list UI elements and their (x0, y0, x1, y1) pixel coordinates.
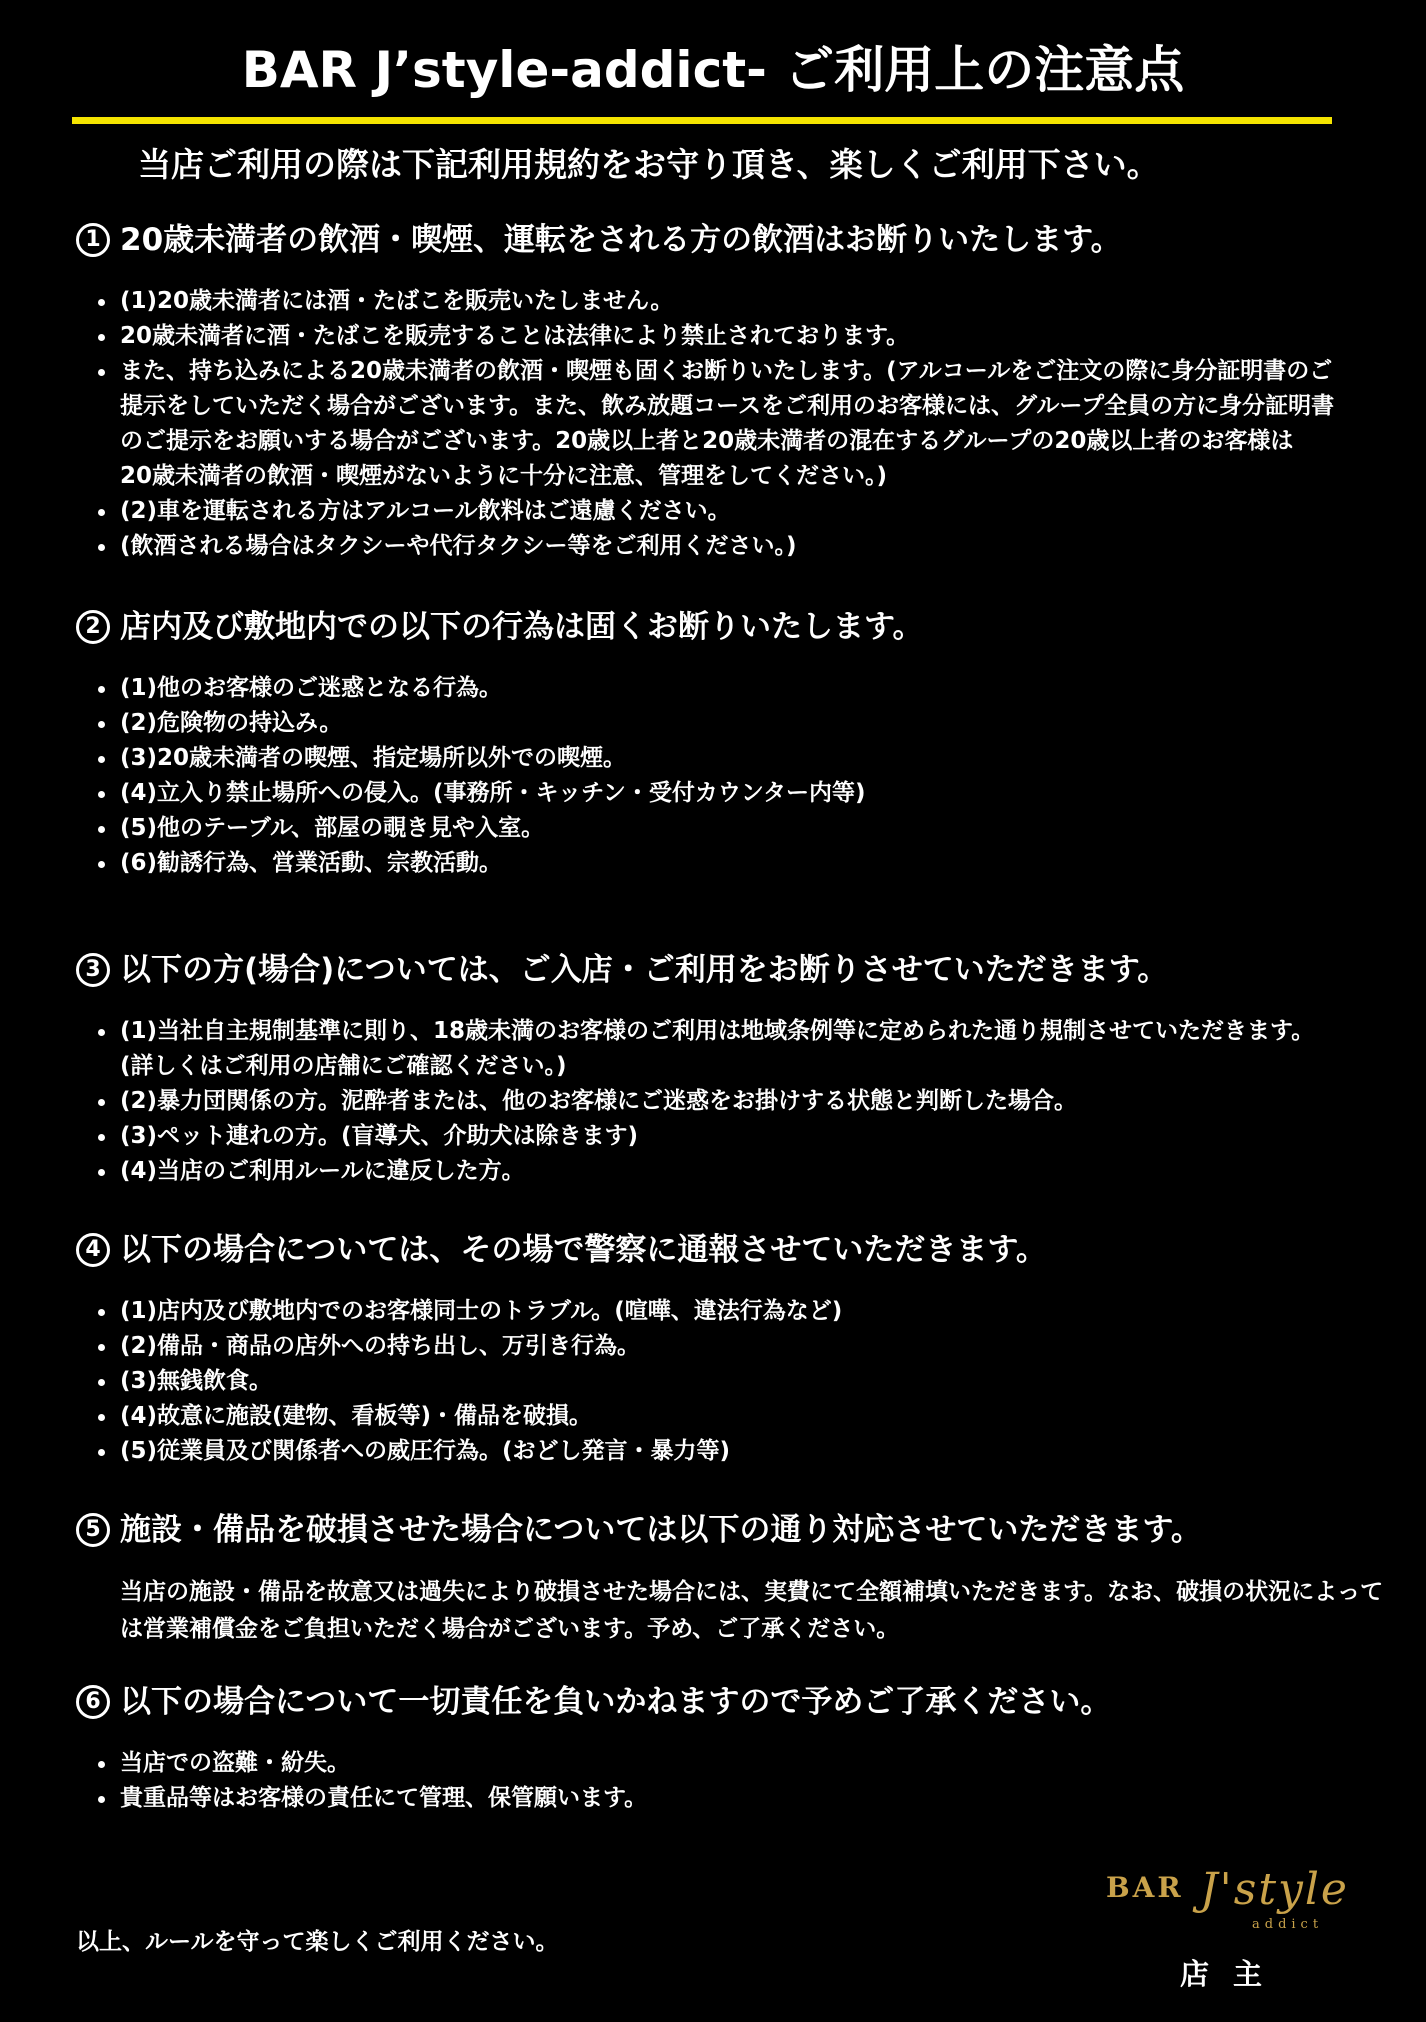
list-item-line: (4)当店のご利用ルールに違反した方。 (120, 1158, 525, 1184)
section-heading (76, 218, 1396, 262)
list-item-line: (5)従業員及び関係者への威圧行為。(おどし発言・暴力等) (120, 1438, 731, 1464)
list-item-line: また、持ち込みによる20歳未満者の飲酒・喫煙も固くお断りいたします。(アルコールをご注文の際に身分証明書のご (120, 358, 1333, 384)
list-item-line: 当店での盗難・紛失。 (120, 1750, 350, 1776)
rule-list (76, 1294, 1396, 1469)
section-3 (76, 948, 1396, 1189)
list-item-line: (3)無銭飲食。 (120, 1368, 273, 1394)
list-item-line: (2)車を運転される方はアルコール飲料はご遠慮ください。 (120, 498, 731, 524)
list-item (98, 494, 1396, 529)
section-2 (76, 605, 1396, 881)
list-item (98, 1399, 1396, 1434)
list-item (98, 706, 1396, 741)
list-item (98, 284, 1396, 319)
list-item-line: 20歳未満者の飲酒・喫煙がないように十分に注意、管理をしてください。) (120, 463, 888, 489)
intro-text: 当店ご利用の際は下記利用規約をお守り頂き、楽しくご利用下さい。 (138, 145, 1160, 184)
list-item-line: (6)勧誘行為、営業活動、宗教活動。 (120, 850, 503, 876)
rule-list (76, 1746, 1396, 1816)
page-title: BAR J’style-addict- ご利用上の注意点 (241, 41, 1185, 99)
section-number-badge: 3 (76, 953, 110, 987)
list-item-line: (1)20歳未満者には酒・たばこを販売いたしません。 (120, 288, 674, 314)
list-item (98, 1154, 1396, 1189)
list-item (98, 846, 1396, 881)
list-item (98, 1781, 1396, 1816)
list-item-line: (4)故意に施設(建物、看板等)・備品を破損。 (120, 1403, 593, 1429)
logo-sub-text: addict (1252, 1917, 1324, 1932)
list-item-line: 貴重品等はお客様の責任にて管理、保管願います。 (120, 1785, 648, 1811)
paragraph-line: は営業補償金をご負担いただく場合がございます。予め、ご了承ください。 (120, 1616, 900, 1642)
section-number-badge: 2 (76, 610, 110, 644)
section-heading-text: 20歳未満者の飲酒・喫煙、運転をされる方の飲酒はお断りいたします。 (120, 222, 1122, 258)
logo-bar-text: BAR (1106, 1871, 1184, 1904)
closing-text: 以上、ルールを守って楽しくご利用ください。 (76, 1929, 559, 1955)
list-item-line: (飲酒される場合はタクシーや代行タクシー等をご利用ください。) (120, 533, 797, 559)
list-item (98, 529, 1396, 564)
section-paragraph (120, 1574, 1400, 1648)
list-item (98, 671, 1396, 706)
list-item-line: (2)危険物の持込み。 (120, 710, 343, 736)
list-item (98, 776, 1396, 811)
owner-signature: 店主 (1180, 1957, 1287, 1991)
list-item-line: (2)備品・商品の店外への持ち出し、万引き行為。 (120, 1333, 641, 1359)
list-item (98, 319, 1396, 354)
list-item (98, 811, 1396, 846)
list-item (98, 1364, 1396, 1399)
bar-logo (1102, 1848, 1362, 1938)
list-item-line: (1)店内及び敷地内でのお客様同士のトラブル。(喧嘩、違法行為など) (120, 1298, 843, 1324)
list-item (98, 1119, 1396, 1154)
section-heading-text: 以下の場合について一切責任を負いかねますので予めご了承ください。 (120, 1684, 1112, 1720)
section-4 (76, 1228, 1396, 1469)
list-item (98, 1014, 1396, 1084)
section-5 (76, 1508, 1396, 1648)
list-item-line: (2)暴力団関係の方。泥酔者または、他のお客様にご迷惑をお掛けする状態と判断した場合。 (120, 1088, 1078, 1114)
rule-list (76, 1014, 1396, 1189)
list-item (98, 1329, 1396, 1364)
list-item-line: 20歳未満者に酒・たばこを販売することは法律により禁止されております。 (120, 323, 910, 349)
paragraph-line: 当店の施設・備品を故意又は過失により破損させた場合には、実費にて全額補填いただきます。なお、破損の状況によって (120, 1579, 1384, 1605)
title-underline (72, 117, 1332, 124)
list-item (98, 1084, 1396, 1119)
list-item-line: (4)立入り禁止場所への侵入。(事務所・キッチン・受付カウンター内等) (120, 780, 866, 806)
list-item (98, 1434, 1396, 1469)
section-number-badge: 6 (76, 1685, 110, 1719)
section-heading (76, 1680, 1396, 1724)
section-number-badge: 4 (76, 1233, 110, 1267)
list-item (98, 1746, 1396, 1781)
rule-list (76, 671, 1396, 881)
section-heading (76, 605, 1396, 649)
list-item-line: (詳しくはご利用の店舗にご確認ください。) (120, 1053, 567, 1079)
list-item-line: (1)当社自主規制基準に則り、18歳未満のお客様のご利用は地域条例等に定められた通り規制させていただきます。 (120, 1018, 1315, 1044)
list-item-line: (3)20歳未満者の喫煙、指定場所以外での喫煙。 (120, 745, 627, 771)
section-1 (76, 218, 1396, 564)
section-heading-text: 以下の方(場合)については、ご入店・ご利用をお断りさせていただきます。 (120, 952, 1169, 988)
section-6 (76, 1680, 1396, 1816)
rule-list (76, 284, 1396, 564)
section-heading (76, 1508, 1396, 1552)
list-item-line: (5)他のテーブル、部屋の覗き見や入室。 (120, 815, 545, 841)
list-item-line: (3)ペット連れの方。(盲導犬、介助犬は除きます) (120, 1123, 639, 1149)
list-item-line: 提示をしていただく場合がございます。また、飲み放題コースをご利用のお客様には、グループ全員の方に身分証明書 (120, 393, 1335, 419)
list-item (98, 354, 1396, 494)
section-number-badge: 1 (76, 223, 110, 257)
list-item-line: のご提示をお願いする場合がございます。20歳以上者と20歳未満者の混在するグループの20歳以上者のお客様は (120, 428, 1294, 454)
section-heading (76, 1228, 1396, 1272)
list-item-line: (1)他のお客様のご迷惑となる行為。 (120, 675, 503, 701)
logo-name-text: J'style (1200, 1864, 1349, 1915)
section-heading-text: 以下の場合については、その場で警察に通報させていただきます。 (120, 1232, 1047, 1268)
section-number-badge: 5 (76, 1513, 110, 1547)
section-heading-text: 店内及び敷地内での以下の行為は固くお断りいたします。 (120, 609, 924, 645)
list-item (98, 1294, 1396, 1329)
list-item (98, 741, 1396, 776)
section-heading-text: 施設・備品を破損させた場合については以下の通り対応させていただきます。 (120, 1512, 1202, 1548)
section-heading (76, 948, 1396, 992)
